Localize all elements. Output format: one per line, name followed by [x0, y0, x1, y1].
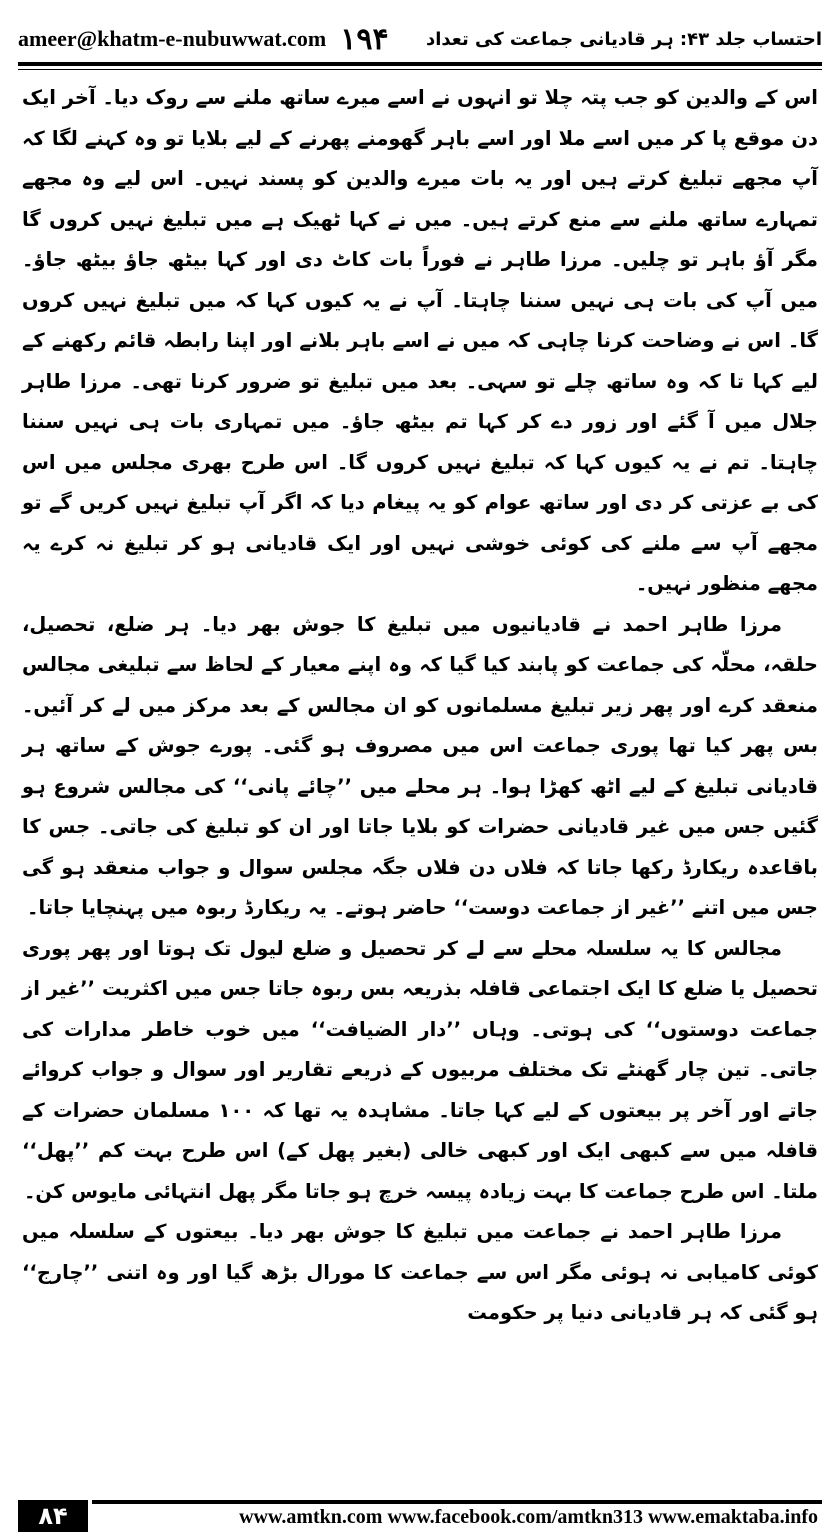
header-rule-thick [18, 62, 822, 66]
footer-page-number: ۸۴ [18, 1500, 88, 1532]
page-header [18, 22, 822, 56]
header-title: احتساب جلد ۴۳: ہر قادیانی جماعت کی تعداد [426, 28, 822, 50]
paragraph-1: اس کے والدین کو جب پتہ چلا تو انہوں نے اسے میرے ساتھ ملنے سے روک دیا۔ آخر ایک دن موقع پا کر میں اسے ملا اور اسے باہر گھومنے پھرنے کے لیے بلایا تو وہ کہنے لگا کہ آپ مجھے تبلیغ کرتے ہیں اور یہ بات میرے والدین کو پسند نہیں۔ اس لیے وہ مجھے تمہارے ساتھ ملنے سے منع کرتے ہیں۔ میں نے کہا ٹھیک ہے میں تبلیغ نہیں کروں گا مگر آؤ باہر تو چلیں۔ مرزا طاہر نے فوراً بات کاٹ دی اور کہا بیٹھ جاؤ بیٹھ جاؤ۔ میں آپ کی بات ہی نہیں سننا چاہتا۔ آپ نے یہ کیوں کہا کہ میں تبلیغ نہیں کروں گا۔ اس نے وضاحت کرنا چاہی کہ میں نے اسے باہر بلانے اور اپنا رابطہ قائم رکھنے کے لیے کہا تا کہ وہ ساتھ چلے تو سہی۔ بعد میں تبلیغ تو ضرور کرنا تھی۔ مرزا طاہر جلال میں آ گئے اور زور دے کر کہا تم بیٹھ جاؤ۔ میں تمہاری بات ہی نہیں سننا چاہتا۔ تم نے یہ کیوں کہا کہ تبلیغ نہیں کروں گا۔ اس طرح بھری مجلس میں اس کی بے عزتی کر دی اور ساتھ عوام کو یہ پیغام دیا کہ اگر آپ تبلیغ نہیں کریں گے تو مجھے آپ سے ملنے کی کوئی خوشی نہیں اور ایک قادیانی ہو کر تبلیغ نہ کرے یہ مجھے منظور نہیں۔ [22, 86, 818, 595]
page-body [22, 78, 818, 1334]
header-page-number: ۱۹۴ [340, 21, 389, 57]
paragraph-2: مرزا طاہر احمد نے قادیانیوں میں تبلیغ کا جوش بھر دیا۔ ہر ضلع، تحصیل، حلقہ، محلّہ کی جماعت کو پابند کیا گیا کہ وہ اپنے معیار کے لحاظ سے تبلیغی مجالس منعقد کرے اور پھر زیر تبلیغ مسلمانوں کو ان مجالس کے بعد مرکز میں لے کر آئیں۔ بس پھر کیا تھا پوری جماعت اس میں مصروف ہو گئی۔ پورے جوش کے ساتھ ہر قادیانی تبلیغ کے لیے اٹھ کھڑا ہوا۔ ہر محلے میں ’’چائے پانی‘‘ کی مجالس شروع ہو گئیں جس میں غیر قادیانی حضرات کو بلایا جاتا اور ان کو تبلیغ کی جاتی۔ جس کا باقاعدہ ریکارڈ رکھا جاتا کہ فلاں دن فلاں جگہ مجلس سوال و جواب منعقد ہو گی جس میں اتنے ’’غیر از جماعت دوست‘‘ حاضر ہوتے۔ یہ ریکارڈ ربوہ میں پہنچایا جاتا۔ [22, 612, 818, 919]
header-rule-thin [18, 69, 822, 70]
header-email: ameer@khatm-e-nubuwwat.com [18, 26, 327, 51]
paragraph-4: مرزا طاہر احمد نے جماعت میں تبلیغ کا جوش بھر دیا۔ بیعتوں کے سلسلہ میں کوئی کامیابی نہ ہوئی مگر اس سے جماعت کا مورال بڑھ گیا اور وہ اتنی ’’چارج‘‘ ہو گئی کہ ہر قادیانی دنیا پر حکومت [22, 1220, 818, 1324]
footer-rule [92, 1500, 822, 1504]
paragraph-3: مجالس کا یہ سلسلہ محلے سے لے کر تحصیل و ضلع لیول تک ہوتا اور پھر پوری تحصیل یا ضلع کا ایک اجتماعی قافلہ بذریعہ بس ربوہ جاتا جس میں اکثریت ’’غیر از جماعت دوستوں‘‘ کی ہوتی۔ وہاں ’’دار الضیافت‘‘ میں خوب خاطر مدارات کی جاتی۔ تین چار گھنٹے تک مختلف مربیوں کے ذریعے تقاریر اور سوال و جواب کروائے جاتے اور آخر پر بیعتوں کے لیے کہا جاتا۔ مشاہدہ یہ تھا کہ ۱۰۰ مسلمان حضرات کے قافلہ میں سے کبھی ایک اور کبھی خالی (بغیر پھل کے) اس طرح بہت کم ’’پھل‘‘ ملتا۔ اس طرح جماعت کا بہت زیادہ پیسہ خرچ ہو جاتا مگر پھل انتہائی مایوس کن۔ [22, 936, 818, 1203]
header-left [18, 22, 389, 57]
page-footer [18, 1500, 822, 1534]
footer-links: www.amtkn.com www.facebook.com/amtkn313 www.emaktaba.info [239, 1506, 818, 1528]
